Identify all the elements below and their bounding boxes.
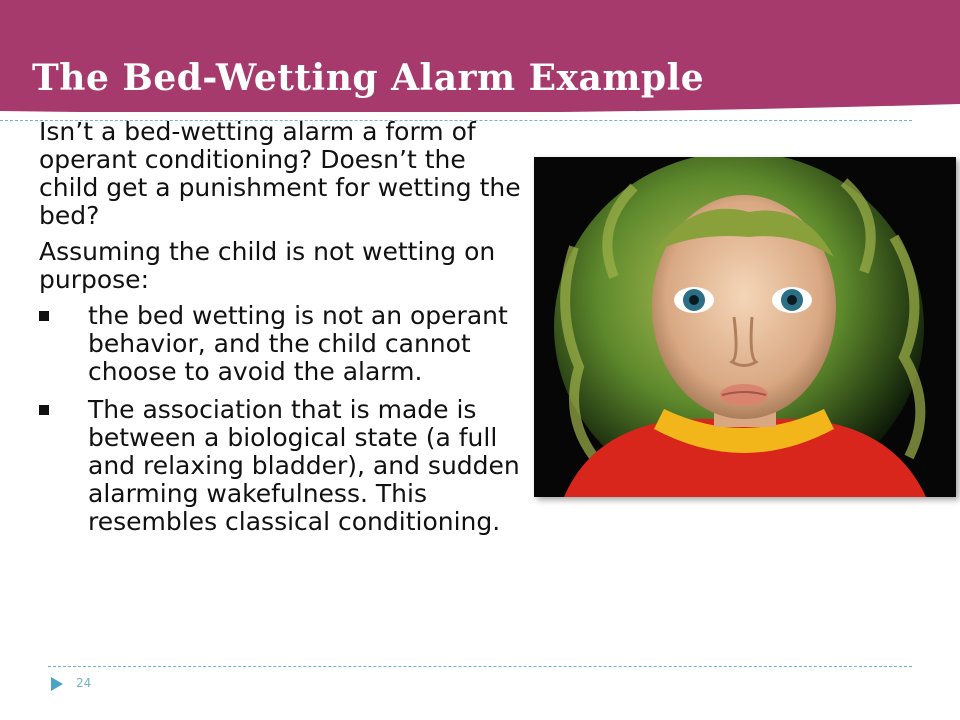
assumption-paragraph: Assuming the child is not wetting on purpose:: [39, 237, 496, 294]
bullet-list: [39, 302, 529, 536]
triangle-marker-icon: [51, 677, 63, 691]
bullet-text: the bed wetting is not an operant behavior, and the child cannot choose to avoid the alarm.: [88, 301, 508, 386]
slide-body: [39, 118, 529, 546]
page-number: 24: [76, 676, 92, 690]
square-bullet-icon: [39, 311, 49, 321]
square-bullet-icon: [39, 405, 49, 415]
slide-title: The Bed-Wetting Alarm Example: [32, 57, 705, 99]
bullet-item: [39, 302, 529, 386]
bullet-item: [39, 396, 529, 536]
question-paragraph: Isn’t a bed-wetting alarm a form of operant conditioning? Doesn’t the child get a punishment for wetting the bed?: [39, 117, 521, 230]
child-portrait-photo: [534, 157, 956, 497]
bottom-divider: [48, 666, 912, 667]
bullet-text: The association that is made is between a biological state (a full and relaxing bladder), and sudden alarming wakefulness. This resembles classical conditioning.: [88, 395, 520, 536]
